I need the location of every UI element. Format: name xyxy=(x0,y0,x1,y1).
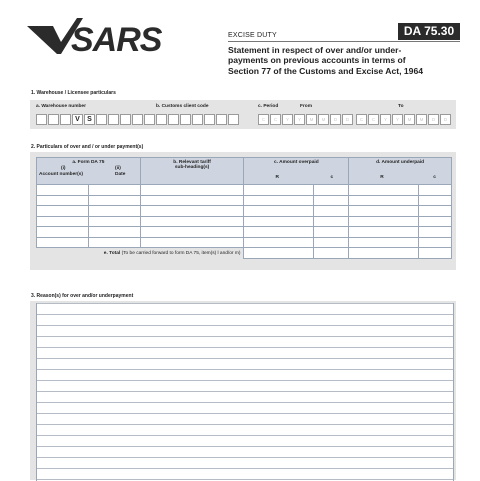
total-row xyxy=(37,248,452,259)
sars-logo xyxy=(27,18,167,58)
header-overpaid-title: c. Amount overpaid xyxy=(274,160,319,165)
header-tariff xyxy=(140,158,244,185)
period-to-cell[interactable]: C xyxy=(368,114,379,125)
account-number-cell[interactable] xyxy=(37,216,89,227)
header-form-da75-title: a. Form DA 75 xyxy=(72,160,105,165)
period-from-cell[interactable]: D xyxy=(330,114,341,125)
section-1-title: 1. Warehouse / Licensee particulars xyxy=(31,90,116,96)
date-cell[interactable] xyxy=(88,237,140,248)
overpaid-cents-cell[interactable] xyxy=(314,237,349,248)
period-to-cell[interactable]: D xyxy=(428,114,439,125)
period-from-cell[interactable]: Y xyxy=(294,114,305,125)
header-col-ii: (ii) xyxy=(115,166,121,171)
header-tariff-line-1: b. Relevant tariff xyxy=(173,160,211,165)
header-divider xyxy=(228,41,460,42)
tariff-cell[interactable] xyxy=(140,216,244,227)
account-number-cell[interactable] xyxy=(37,195,89,206)
ruled-line xyxy=(37,358,453,359)
period-from-cell[interactable]: M xyxy=(306,114,317,125)
account-number-cell[interactable] xyxy=(37,237,89,248)
overpaid-rand-cell[interactable] xyxy=(244,216,314,227)
underpaid-cents-cell[interactable] xyxy=(419,185,452,196)
client-code-cell[interactable] xyxy=(156,114,167,125)
total-note: (To be carried forward to form DA 75, item(s) l and/or m) xyxy=(121,250,241,256)
overpaid-rand-cell[interactable] xyxy=(244,237,314,248)
ruled-line xyxy=(37,347,453,348)
table-row xyxy=(37,206,452,217)
date-cell[interactable] xyxy=(88,206,140,217)
customs-client-code-label: b. Customs client code xyxy=(156,104,209,109)
total-overpaid-rand-cell[interactable] xyxy=(244,248,314,259)
overpaid-rand-cell[interactable] xyxy=(244,227,314,238)
header-overpaid-rand: R xyxy=(275,175,279,180)
ruled-line xyxy=(37,336,453,337)
warehouse-number-field[interactable] xyxy=(36,114,156,125)
overpaid-cents-cell[interactable] xyxy=(314,227,349,238)
period-to-field[interactable] xyxy=(356,114,452,125)
period-to-label: To xyxy=(398,104,404,109)
payments-table xyxy=(36,157,452,259)
header-underpaid-title: d. Amount underpaid xyxy=(376,160,425,165)
underpaid-rand-cell[interactable] xyxy=(349,216,419,227)
header-underpaid-cents: c xyxy=(433,175,436,180)
period-to-cell[interactable]: Y xyxy=(392,114,403,125)
client-code-cell[interactable] xyxy=(216,114,227,125)
period-to-cell[interactable]: C xyxy=(356,114,367,125)
table-row xyxy=(37,227,452,238)
customs-client-code-field[interactable] xyxy=(156,114,240,125)
warehouse-cell[interactable] xyxy=(132,114,143,125)
overpaid-cents-cell[interactable] xyxy=(314,206,349,217)
date-cell[interactable] xyxy=(88,195,140,206)
underpaid-rand-cell[interactable] xyxy=(349,185,419,196)
table-row xyxy=(37,195,452,206)
ruled-line xyxy=(37,457,453,458)
underpaid-cents-cell[interactable] xyxy=(419,195,452,206)
underpaid-rand-cell[interactable] xyxy=(349,237,419,248)
tariff-cell[interactable] xyxy=(140,227,244,238)
client-code-cell[interactable] xyxy=(180,114,191,125)
period-from-cell[interactable]: C xyxy=(258,114,269,125)
form-category: EXCISE DUTY xyxy=(228,32,277,39)
date-cell[interactable] xyxy=(88,227,140,238)
client-code-cell[interactable] xyxy=(228,114,239,125)
table-row xyxy=(37,185,452,196)
period-to-cell[interactable]: Y xyxy=(380,114,391,125)
period-from-label: From xyxy=(300,104,312,109)
table-row xyxy=(37,237,452,248)
total-label-text: e. Total xyxy=(103,250,121,256)
ruled-line xyxy=(37,380,453,381)
header-tariff-line-2: sub-heading(s) xyxy=(174,165,210,170)
header-underpaid xyxy=(349,158,452,185)
period-from-cell[interactable]: Y xyxy=(282,114,293,125)
total-underpaid-cents-cell[interactable] xyxy=(419,248,452,259)
section-3-title: 3. Reason(s) for over and/or underpayment xyxy=(31,293,134,299)
warehouse-cell[interactable] xyxy=(120,114,131,125)
form-title-line-2: payments on previous accounts in terms of xyxy=(228,55,406,66)
period-to-cell[interactable]: M xyxy=(416,114,427,125)
table-row xyxy=(37,216,452,227)
ruled-line xyxy=(37,424,453,425)
form-title-line-3: Section 77 of the Customs and Excise Act, 1964 xyxy=(228,65,424,76)
client-code-cell[interactable] xyxy=(204,114,215,125)
overpaid-cents-cell[interactable] xyxy=(314,185,349,196)
period-to-cell[interactable]: D xyxy=(440,114,451,125)
header-col-i: (i) xyxy=(61,166,66,171)
sars-logo-text: SARS xyxy=(71,21,162,58)
header-account-number: Account number(s) xyxy=(39,172,83,177)
header-date: Date xyxy=(115,172,126,177)
warehouse-cell[interactable] xyxy=(96,114,107,125)
underpaid-cents-cell[interactable] xyxy=(419,206,452,217)
underpaid-cents-cell[interactable] xyxy=(419,227,452,238)
form-title xyxy=(228,45,468,76)
total-label xyxy=(37,248,244,259)
ruled-line xyxy=(37,391,453,392)
tariff-cell[interactable] xyxy=(140,185,244,196)
client-code-cell[interactable] xyxy=(192,114,203,125)
ruled-line xyxy=(37,325,453,326)
payments-table-header xyxy=(37,158,452,185)
ruled-line xyxy=(37,369,453,370)
ruled-line xyxy=(37,303,453,304)
ruled-line xyxy=(37,468,453,469)
ruled-line xyxy=(37,314,453,315)
header-overpaid xyxy=(244,158,349,185)
period-to-cell[interactable]: M xyxy=(404,114,415,125)
underpaid-rand-cell[interactable] xyxy=(349,206,419,217)
header-form-da75 xyxy=(37,158,141,185)
ruled-line xyxy=(37,435,453,436)
reasons-lined-area[interactable] xyxy=(36,303,454,481)
tariff-cell[interactable] xyxy=(140,237,244,248)
warehouse-cell[interactable]: S xyxy=(84,114,95,125)
period-from-cell[interactable]: C xyxy=(270,114,281,125)
account-number-cell[interactable] xyxy=(37,185,89,196)
date-cell[interactable] xyxy=(88,216,140,227)
tariff-cell[interactable] xyxy=(140,195,244,206)
warehouse-cell[interactable] xyxy=(60,114,71,125)
overpaid-rand-cell[interactable] xyxy=(244,185,314,196)
overpaid-rand-cell[interactable] xyxy=(244,206,314,217)
overpaid-rand-cell[interactable] xyxy=(244,195,314,206)
warehouse-number-label: a. Warehouse number xyxy=(36,104,86,109)
form-title-line-1: Statement in respect of over and/or under- xyxy=(228,45,402,55)
warehouse-cell[interactable] xyxy=(48,114,59,125)
header-underpaid-rand: R xyxy=(380,175,384,180)
underpaid-cents-cell[interactable] xyxy=(419,216,452,227)
underpaid-rand-cell[interactable] xyxy=(349,195,419,206)
total-underpaid-rand-cell[interactable] xyxy=(349,248,419,259)
period-from-cell[interactable]: D xyxy=(342,114,353,125)
header-overpaid-cents: c xyxy=(330,175,334,180)
tariff-cell[interactable] xyxy=(140,206,244,217)
ruled-line xyxy=(37,402,453,403)
account-number-cell[interactable] xyxy=(37,206,89,217)
period-label: c. Period xyxy=(258,104,279,109)
warehouse-cell[interactable] xyxy=(36,114,47,125)
date-cell[interactable] xyxy=(88,185,140,196)
client-code-cell[interactable] xyxy=(168,114,179,125)
ruled-line xyxy=(37,413,453,414)
form-number-badge: DA 75.30 xyxy=(398,23,460,40)
underpaid-cents-cell[interactable] xyxy=(419,237,452,248)
account-number-cell[interactable] xyxy=(37,227,89,238)
warehouse-cell[interactable] xyxy=(108,114,119,125)
total-overpaid-cents-cell[interactable] xyxy=(314,248,349,259)
ruled-line xyxy=(37,446,453,447)
overpaid-cents-cell[interactable] xyxy=(314,195,349,206)
section-2-title: 2. Particulars of over and / or under payment(s) xyxy=(31,144,144,150)
period-from-cell[interactable]: M xyxy=(318,114,329,125)
overpaid-cents-cell[interactable] xyxy=(314,216,349,227)
warehouse-cell[interactable] xyxy=(144,114,155,125)
underpaid-rand-cell[interactable] xyxy=(349,227,419,238)
period-from-field[interactable] xyxy=(258,114,354,125)
warehouse-cell[interactable]: V xyxy=(72,114,83,125)
